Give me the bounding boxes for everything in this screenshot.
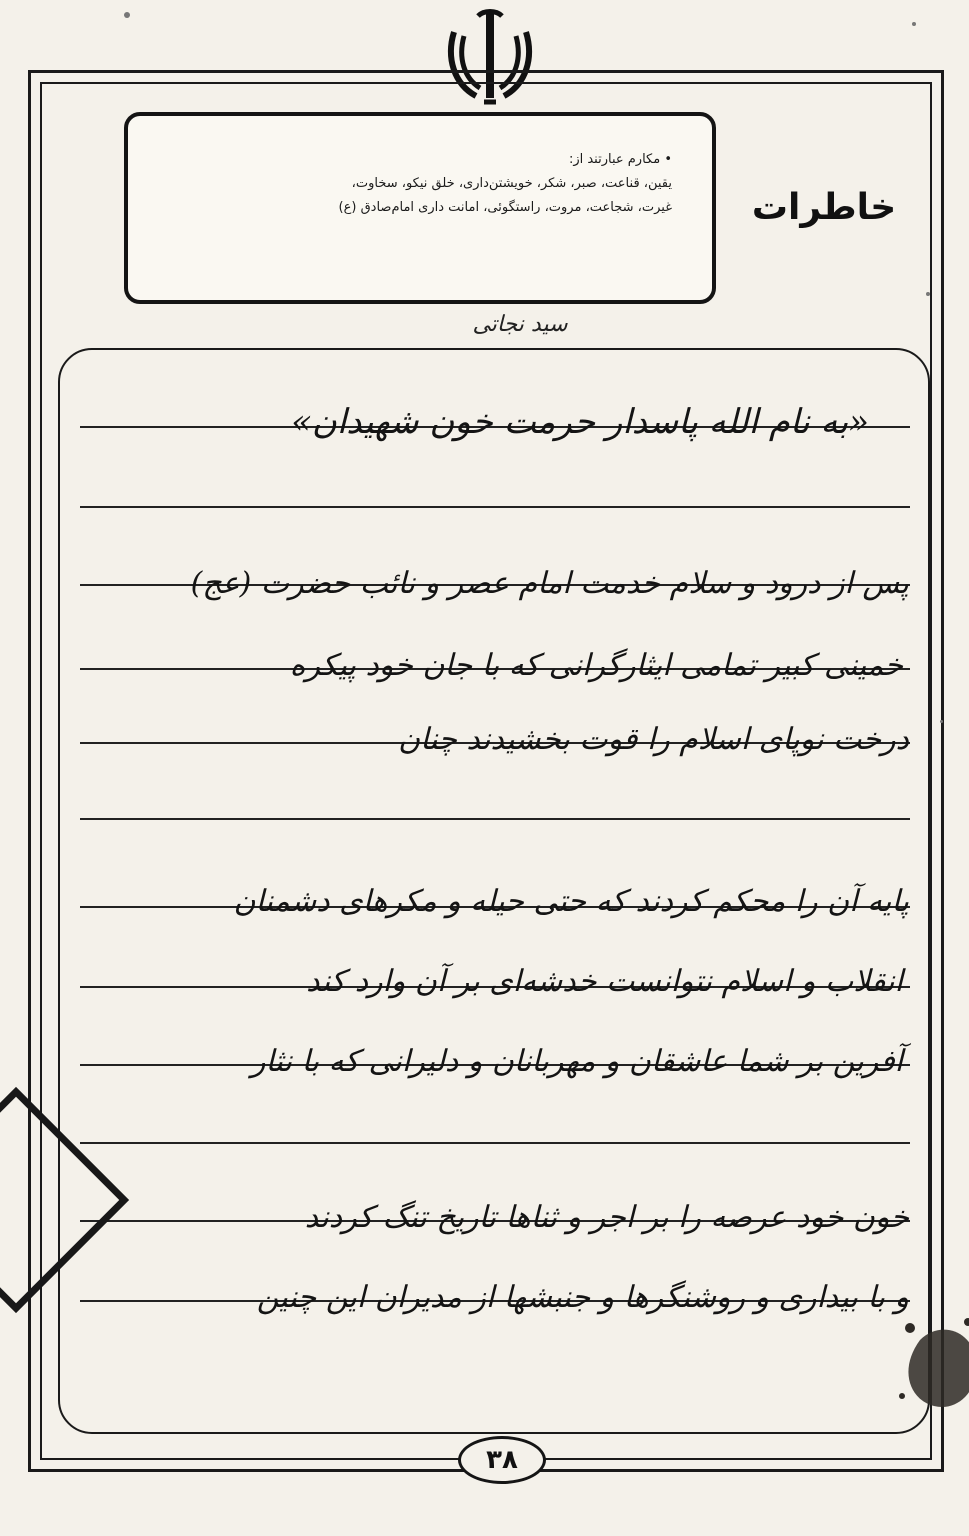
quote-virtues-2: غیرت، شجاعت، مروت، راستگوئی، امانت داری امام‌صادق (ع) xyxy=(338,200,672,215)
letter-line: خون خود عرصه را بر اجر و ثناها تاریخ تنگ کردند xyxy=(304,1200,909,1235)
ink-stain xyxy=(880,1300,969,1440)
letter-heading: «به نام الله پاسدار حرمت خون شهیدان» xyxy=(291,402,869,442)
letter-line: پس از درود و سلام خدمت امام عصر و نائب حضرت (عج) xyxy=(190,566,909,601)
letter-line: خمینی کبیر تمامی ایثارگرانی که با جان خود پیکره xyxy=(289,648,903,683)
paper-speck xyxy=(912,22,916,26)
letter-line: آفرین بر شما عاشقان و مهربانان و دلیرانی که با نثار xyxy=(251,1044,903,1079)
ruled-line xyxy=(80,506,910,508)
quote-intro: • مکارم عبارتند از: xyxy=(568,152,672,167)
paper-speck xyxy=(124,12,130,18)
paper-speck xyxy=(926,292,930,296)
letter-line: و با بیداری و روشنگرها و جنبشها از مدیران این چنین xyxy=(256,1280,909,1315)
quote-box xyxy=(124,112,716,304)
page-number: ۳۸ xyxy=(458,1436,546,1484)
ruled-line xyxy=(80,1142,910,1144)
paper-speck xyxy=(940,720,943,723)
letter-line: انقلاب و اسلام نتوانست خدشه‌ای بر آن وارد کند xyxy=(306,964,903,999)
letter-line: پایه آن را محکم کردند که حتی حیله و مکرهای دشمنان xyxy=(233,884,909,919)
quote-virtues-1: یقین، قناعت، صبر، شکر، خویشتن‌داری، خلق نیکو، سخاوت، xyxy=(351,176,672,191)
author-signature: سید نجاتی xyxy=(472,312,568,337)
letter-line: درخت نوپای اسلام را قوت بخشیدند چنان xyxy=(398,722,909,757)
section-title: خاطرات xyxy=(751,187,897,228)
ruled-line xyxy=(80,818,910,820)
